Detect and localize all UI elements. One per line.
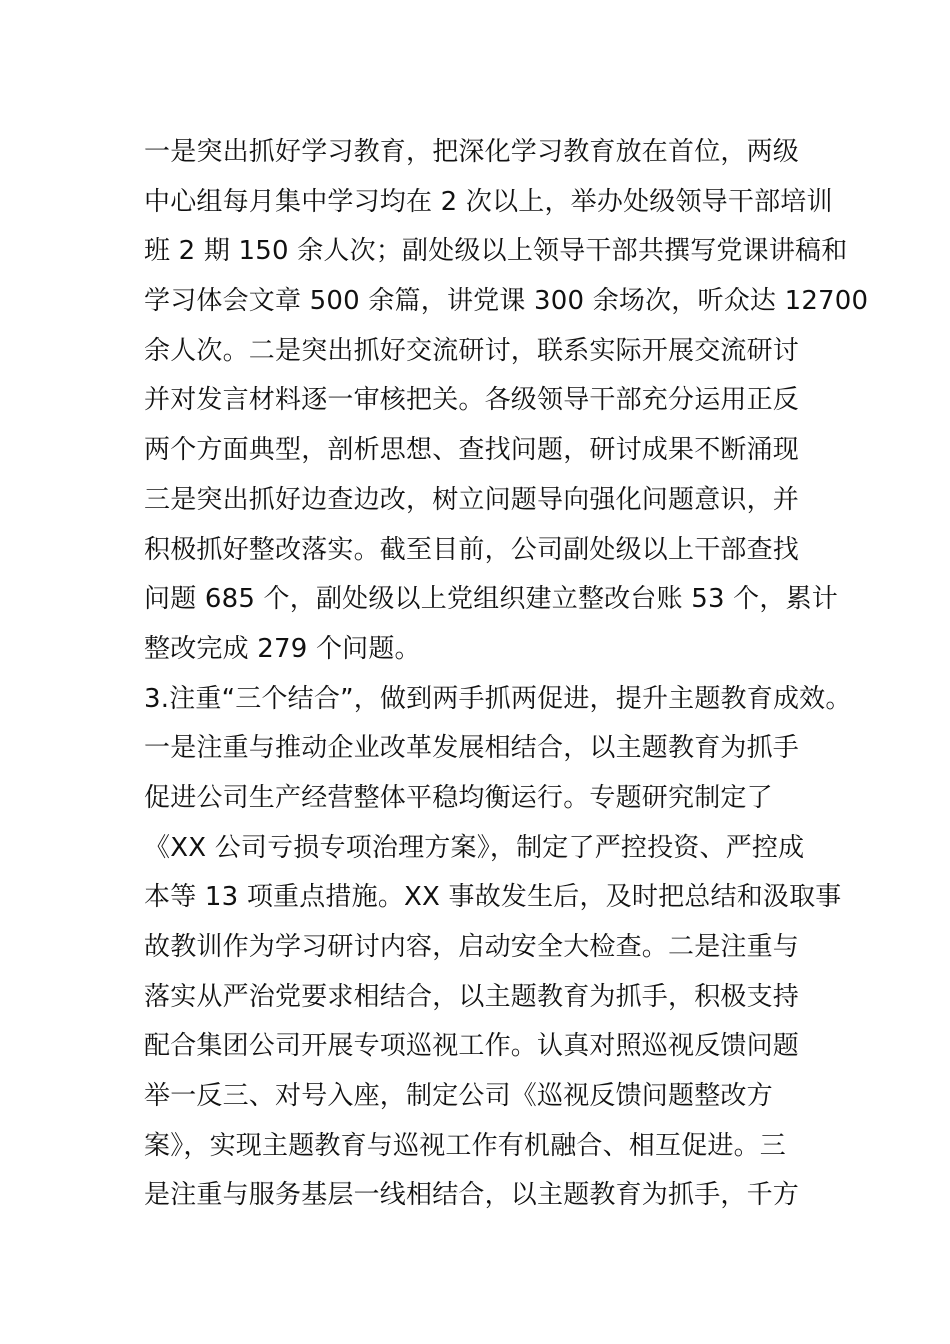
text-line-17: 故教训作为学习研讨内容，启动安全大检查。二是注重与 (144, 932, 800, 962)
section-heading-3: 3.注重“三个结合”，做到两手抓两促进，提升主题教育成效。 (144, 683, 852, 714)
text-line-5: 余人次。二是突出抓好交流研讨，联系实际开展交流研讨 (144, 335, 800, 366)
text-line-15: 《XX 公司亏损专项治理方案》，制定了严控投资、严控成 (144, 832, 805, 863)
text-line-8: 三是突出抓好边查边改，树立问题导向强化问题意识，并 (144, 484, 800, 515)
text-line-19: 配合集团公司开展专项巡视工作。认真对照巡视反馈问题 (144, 1031, 800, 1062)
body-text (144, 128, 869, 1221)
text-line-1: 一是突出抓好学习教育，把深化学习教育放在首位，两级 (144, 137, 800, 167)
text-line-20: 举一反三、对号入座，制定公司《巡视反馈问题整改方 (144, 1081, 773, 1112)
text-line-7: 两个方面典型，剖析思想、查找问题，研讨成果不断涌现 (144, 435, 800, 466)
text-line-6: 并对发言材料逐一审核把关。各级领导干部充分运用正反 (144, 385, 800, 416)
text-line-11: 整改完成 279 个问题。 (144, 633, 421, 664)
text-line-9: 积极抓好整改落实。截至目前，公司副处级以上干部查找 (144, 534, 800, 565)
text-line-22: 是注重与服务基层一线相结合，以主题教育为抓手，千方 (144, 1180, 800, 1211)
text-line-21: 案》，实现主题教育与巡视工作有机融合、相互促进。三 (144, 1130, 787, 1161)
text-line-16: 本等 13 项重点措施。XX 事故发生后，及时把总结和汲取事 (144, 882, 842, 913)
text-line-4: 学习体会文章 500 余篇，讲党课 300 余场次，听众达 12700 (144, 286, 869, 317)
text-line-18: 落实从严治党要求相结合，以主题教育为抓手，积极支持 (144, 981, 800, 1012)
text-line-13: 一是注重与推动企业改革发展相结合，以主题教育为抓手 (144, 733, 800, 764)
text-line-3: 班 2 期 150 余人次；副处级以上领导干部共撰写党课讲稿和 (144, 236, 848, 267)
text-line-14: 促进公司生产经营整体平稳均衡运行。专题研究制定了 (144, 782, 773, 813)
text-line-2: 中心组每月集中学习均在 2 次以上，举办处级领导干部培训 (144, 186, 833, 217)
text-line-10: 问题 685 个，副处级以上党组织建立整改台账 53 个，累计 (144, 584, 838, 615)
